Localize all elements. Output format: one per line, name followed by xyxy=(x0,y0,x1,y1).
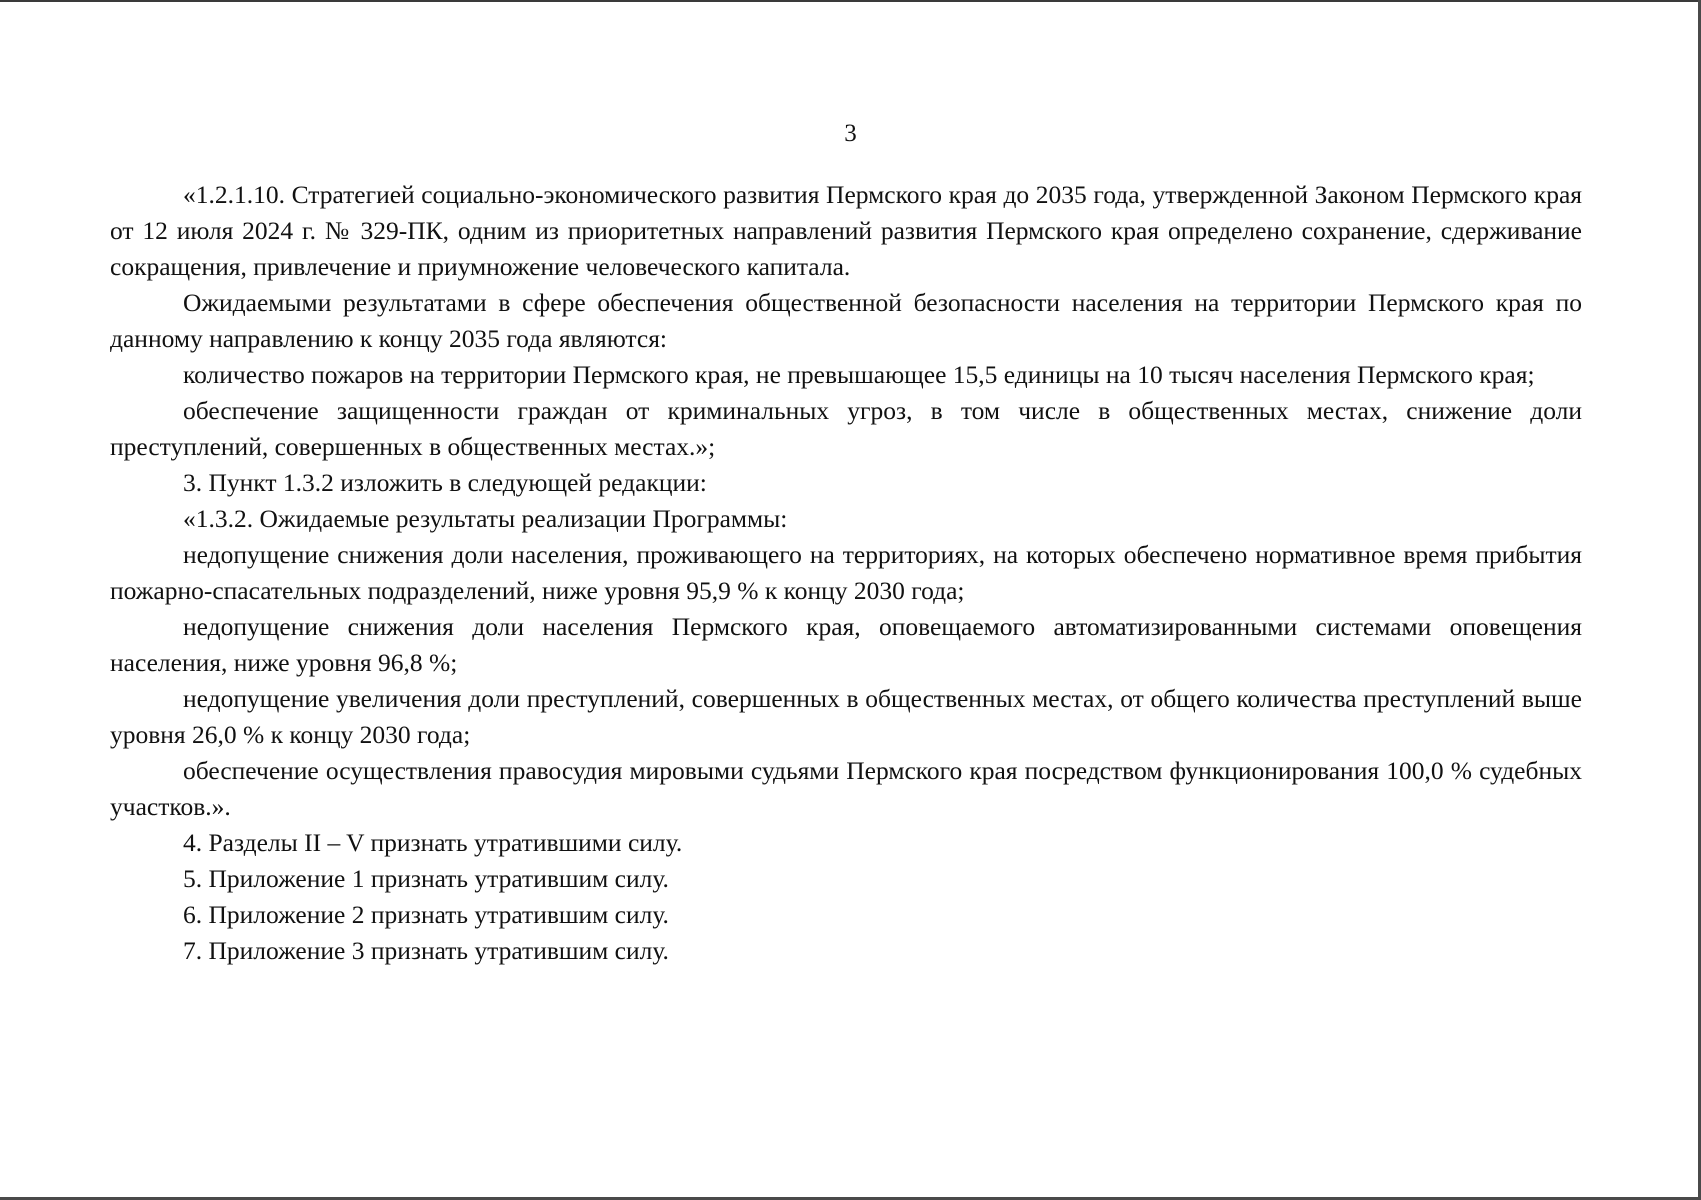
paragraph-justice-courts: обеспечение осуществления правосудия мировыми судьями Пермского края посредством функционирования 100,0 % судебных участков.». xyxy=(110,756,1582,821)
paragraph-fire-response-share: недопущение снижения доли населения, проживающего на территориях, на которых обеспечено нормативное время прибытия пожарно-спасательных подразделений, ниже уровня 95,9 % к концу 2030 года; xyxy=(110,540,1582,605)
paragraph-item-5: 5. Приложение 1 признать утратившим силу. xyxy=(183,864,669,893)
paragraph-crime-share: недопущение увеличения доли преступлений, совершенных в общественных местах, от общего количества преступлений выше уровня 26,0 % к концу 2030 года; xyxy=(110,684,1582,749)
paragraph-1-3-2-heading: «1.3.2. Ожидаемые результаты реализации Программы: xyxy=(183,504,788,533)
paragraph-item-6: 6. Приложение 2 признать утратившим силу. xyxy=(183,900,669,929)
paragraph-citizen-protection: обеспечение защищенности граждан от криминальных угроз, в том числе в общественных местах, снижение доли преступлений, совершенных в общественных местах.»; xyxy=(110,396,1582,461)
paragraph-item-7: 7. Приложение 3 признать утратившим силу. xyxy=(183,936,669,965)
document-body xyxy=(110,177,1582,969)
scan-edge-top xyxy=(0,0,1701,2)
paragraph-warning-systems-share: недопущение снижения доли населения Пермского края, оповещаемого автоматизированными системами оповещения населения, ниже уровня 96,8 %; xyxy=(110,612,1582,677)
paragraph-item-3: 3. Пункт 1.3.2 изложить в следующей редакции: xyxy=(183,468,707,497)
paragraph-item-4: 4. Разделы II – V признать утратившими силу. xyxy=(183,828,683,857)
paragraph-expected-results-intro: Ожидаемыми результатами в сфере обеспечения общественной безопасности населения на территории Пермского края по данному направлению к концу 2035 года являются: xyxy=(110,288,1582,353)
page-number: 3 xyxy=(844,120,857,147)
paragraph-1-2-1-10: «1.2.1.10. Стратегией социально-экономического развития Пермского края до 2035 года, утвержденной Законом Пермского края от 12 июля 2024 г. № 329-ПК, одним из приоритетных направлений развития Пермского края определено сохранение, сдерживание сокращения, привлечение и приумножение человеческого капитала. xyxy=(110,180,1582,281)
paragraph-fires-count: количество пожаров на территории Пермского края, не превышающее 15,5 единицы на 10 тысяч населения Пермского края; xyxy=(183,360,1535,389)
